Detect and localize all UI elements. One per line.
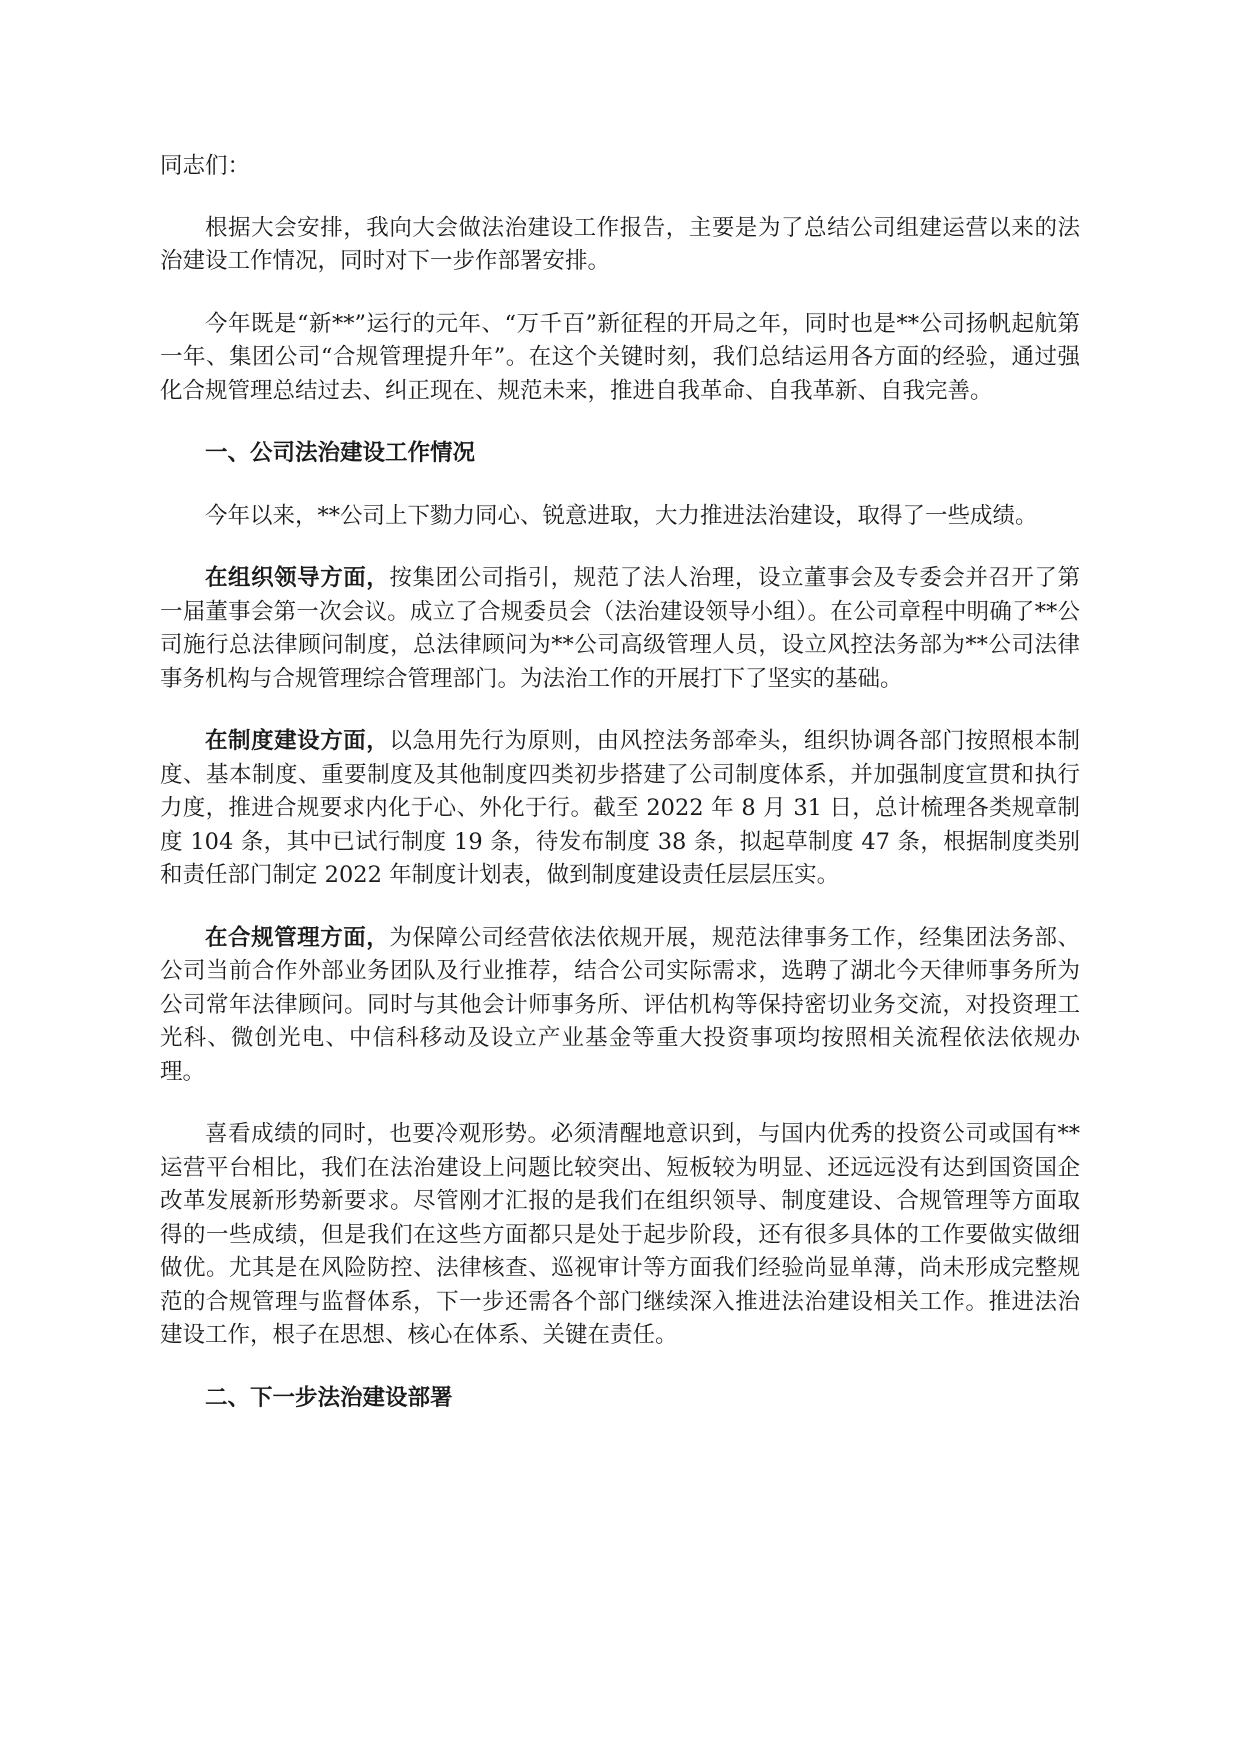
paragraph-body: 按集团公司指引，规范了法人治理，设立董事会及专委会并召开了第一届董事会第一次会议。成立了合规委员会（法治建设领导小组）。在公司章程中明确了**公司施行总法律顾问制度，总法律顾问为**公司高级管理人员，设立风控法务部为**公司法律事务机构与合规管理综合管理部门。为法治工作的开展打下了坚实的基础。 xyxy=(160,565,1080,692)
paragraph-intro: 根据大会安排，我向大会做法治建设工作报告，主要是为了总结公司组建运营以来的法治建设工作情况，同时对下一步作部署安排。 xyxy=(160,214,1080,274)
section-heading-2: 二、下一步法治建设部署 xyxy=(205,1384,453,1411)
paragraph-system-construction xyxy=(160,725,1080,893)
salutation: 同志们： xyxy=(160,153,251,179)
paragraph-body: 以急用先行为原则，由风控法务部牵头，组织协调各部门按照根本制度、基本制度、重要制度及其他制度四类初步搭建了公司制度体系，并加强制度宣贯和执行力度，推进合规要求内化于心、外化于行。截至 2022 年 8 月 31 日，总计梳理各类规章制度 104 条，其中已试行制度 19 条，待发布制度 38 条，拟起草制度 47 条，根据制度类别和责任部门制定 2022 年制度计划表，做到制度建设责任层层压实。 xyxy=(160,728,1080,888)
paragraph-lead: 在合规管理方面， xyxy=(205,924,390,951)
paragraph-context: 今年既是“新**”运行的元年、“万千百”新征程的开局之年，同时也是**公司扬帆起航第一年、集团公司“合规管理提升年”。在这个关键时刻，我们总结运用各方面的经验，通过强化合规管理总结过去、纠正现在、规范未来，推进自我革命、自我革新、自我完善。 xyxy=(160,310,1080,404)
paragraph-organization-leadership xyxy=(160,562,1080,696)
document-page xyxy=(160,150,1080,1444)
paragraph-body: 为保障公司经营依法依规开展，规范法律事务工作，经集团法务部、公司当前合作外部业务团队及行业推荐，结合公司实际需求，选聘了湖北今天律师事务所为公司常年法律顾问。同时与其他会计师事务所、评估机构等保持密切业务交流，对投资理工光科、微创光电、中信科移动及设立产业基金等重大投资事项均按照相关流程依法依规办理。 xyxy=(160,924,1080,1085)
paragraph-situation-analysis: 喜看成绩的同时，也要冷观形势。必须清醒地意识到，与国内优秀的投资公司或国有**运营平台相比，我们在法治建设上问题比较突出、短板较为明显、还远远没有达到国资国企改革发展新形势新要求。尽管刚才汇报的是我们在组织领导、制度建设、合规管理等方面取得的一些成绩，但是我们在这些方面都只是处于起步阶段，还有很多具体的工作要做实做细做优。尤其是在风险防控、法律核查、巡视审计等方面我们经验尚显单薄，尚未形成完整规范的合规管理与监督体系，下一步还需各个部门继续深入推进法治建设相关工作。推进法治建设工作，根子在思想、核心在体系、关键在责任。 xyxy=(160,1121,1080,1348)
paragraph-achievements-summary: 今年以来，**公司上下勠力同心、锐意进取，大力推进法治建设，取得了一些成绩。 xyxy=(205,502,1038,529)
paragraph-lead: 在制度建设方面， xyxy=(205,728,390,754)
paragraph-lead: 在组织领导方面， xyxy=(205,565,390,591)
section-heading-1: 一、公司法治建设工作情况 xyxy=(205,440,476,466)
paragraph-compliance-management xyxy=(160,922,1080,1090)
